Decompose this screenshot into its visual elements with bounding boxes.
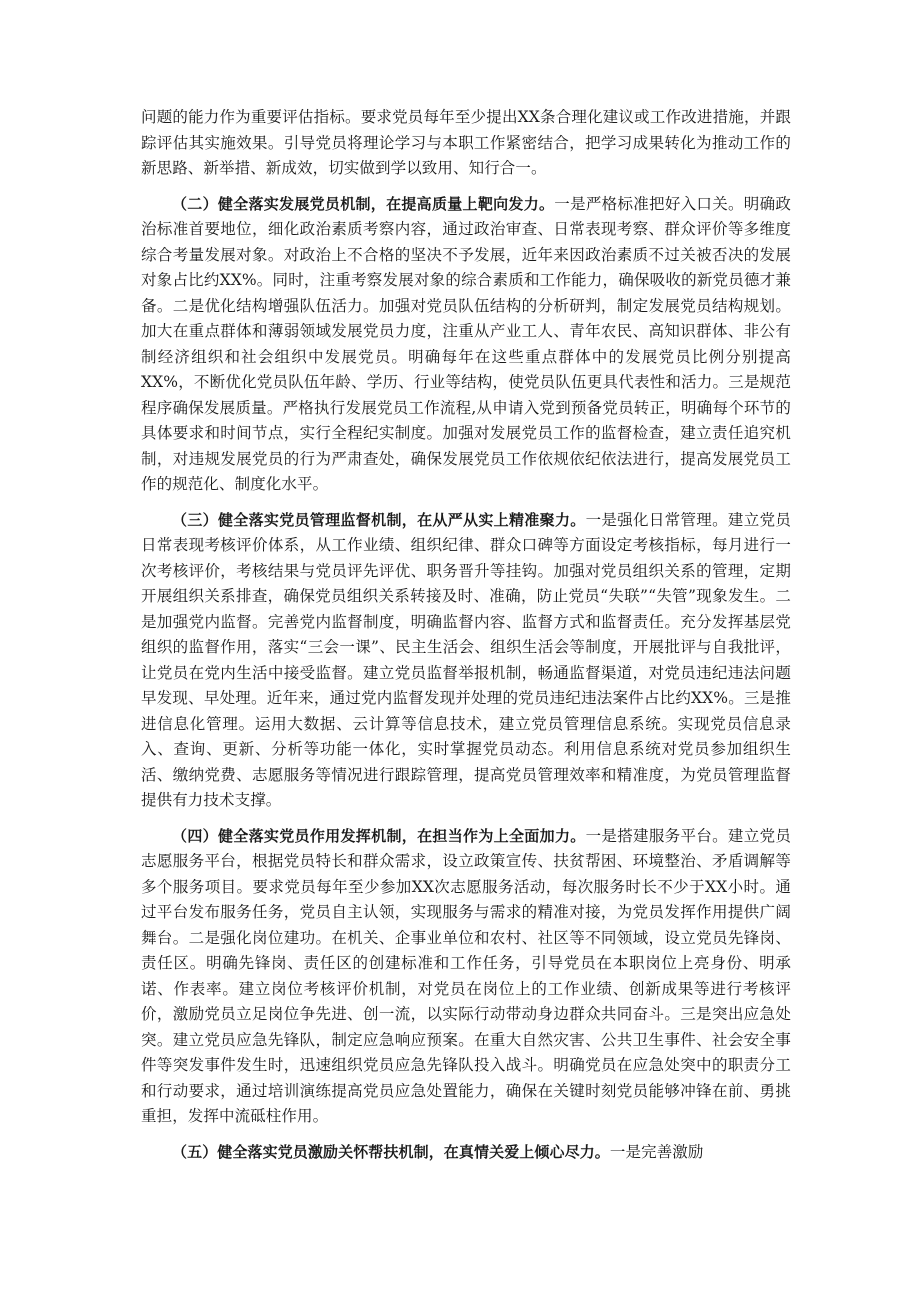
paragraph <box>141 1140 791 1166</box>
paragraph-heading: （二）健全落实发展党员机制，在提高质量上靶向发力。 <box>172 194 555 213</box>
paragraph <box>141 508 791 814</box>
paragraph-text: 一是搭建服务平台。建立党员志愿服务平台，根据党员特长和群众需求，设立政策宣传、扶贫帮困、环境整治、矛盾调解等多个服务项目。要求党员每年至少参加XX次志愿服务活动，每次服务时长不少于XX小时。通过平台发布服务任务，党员自主认领，实现服务与需求的精准对接，为党员发挥作用提供广阔舞台。二是强化岗位建功。在机关、企事业单位和农村、社区等不同领域，设立党员先锋岗、责任区。明确先锋岗、责任区的创建标准和工作任务，引导党员在本职岗位上亮身份、明承诺、作表率。建立岗位考核评价机制，对党员在岗位上的工作业绩、创新成果等进行考核评价，激励党员立足岗位争先进、创一流，以实际行动带动身边群众共同奋斗。三是突出应急处突。建立党员应急先锋队，制定应急响应预案。在重大自然灾害、公共卫生事件、社会安全事件等突发事件发生时，迅速组织党员应急先锋队投入战斗。明确党员在应急处突中的职责分工和行动要求，通过培训演练提高党员应急处置能力，确保在关键时刻党员能够冲锋在前、勇挑重担，发挥中流砥柱作用。 <box>141 826 791 1125</box>
paragraph-heading: （四）健全落实党员作用发挥机制，在担当作为上全面加力。 <box>172 826 586 845</box>
paragraph-text: 问题的能力作为重要评估指标。要求党员每年至少提出XX条合理化建议或工作改进措施，并跟踪评估其实施效果。引导党员将理论学习与本职工作紧密结合，把学习成果转化为推动工作的新思路、新举措、新成效，切实做到学以致用、知行合一。 <box>141 108 791 177</box>
paragraph <box>141 105 791 182</box>
document-body <box>141 105 791 1175</box>
paragraph <box>141 824 791 1130</box>
paragraph-text: 一是严格标准把好入口关。明确政治标准首要地位，细化政治素质考察内容，通过政治审查、日常表现考察、群众评价等多维度综合考量发展对象。对政治上不合格的坚决不予发展，近年来因政治素质不过关被否决的发展对象占比约XX%。同时，注重考察发展对象的综合素质和工作能力，确保吸收的新党员德才兼备。二是优化结构增强队伍活力。加强对党员队伍结构的分析研判，制定发展党员结构规划。加大在重点群体和薄弱领域发展党员力度，注重从产业工人、青年农民、高知识群体、非公有制经济组织和社会组织中发展党员。明确每年在这些重点群体中的发展党员比例分别提高XX%，不断优化党员队伍年龄、学历、行业等结构，使党员队伍更具代表性和活力。三是规范程序确保发展质量。严格执行发展党员工作流程,从申请入党到预备党员转正，明确每个环节的具体要求和时间节点，实行全程纪实制度。加强对发展党员工作的监督检查，建立责任追究机制，对违规发展党员的行为严肃查处，确保发展党员工作依规依纪依法进行，提高发展党员工作的规范化、制度化水平。 <box>141 194 791 493</box>
paragraph-heading: （五）健全落实党员激励关怀帮扶机制，在真情关爱上倾心尽力。 <box>172 1142 610 1161</box>
paragraph-text: 一是完善激励 <box>609 1142 704 1161</box>
paragraph-text: 一是强化日常管理。建立党员日常表现考核评价体系，从工作业绩、组织纪律、群众口碑等方面设定考核指标，每月进行一次考核评价，考核结果与党员评先评优、职务晋升等挂钩。加强对党员组织关系的管理，定期开展组织关系排查，确保党员组织关系转接及时、准确，防止党员“失联”“失管”现象发生。二是加强党内监督。完善党内监督制度，明确监督内容、监督方式和监督责任。充分发挥基层党组织的监督作用，落实“三会一课”、民主生活会、组织生活会等制度，开展批评与自我批评，让党员在党内生活中接受监督。建立党员监督举报机制，畅通监督渠道，对党员违纪违法问题早发现、早处理。近年来，通过党内监督发现并处理的党员违纪违法案件占比约XX%。三是推进信息化管理。运用大数据、云计算等信息技术，建立党员管理信息系统。实现党员信息录入、查询、更新、分析等功能一体化，实时掌握党员动态。利用信息系统对党员参加组织生活、缴纳党费、志愿服务等情况进行跟踪管理，提高党员管理效率和精准度，为党员管理监督提供有力技术支撑。 <box>141 510 791 809</box>
paragraph-heading: （三）健全落实党员管理监督机制，在从严从实上精准聚力。 <box>172 510 586 529</box>
paragraph <box>141 192 791 498</box>
